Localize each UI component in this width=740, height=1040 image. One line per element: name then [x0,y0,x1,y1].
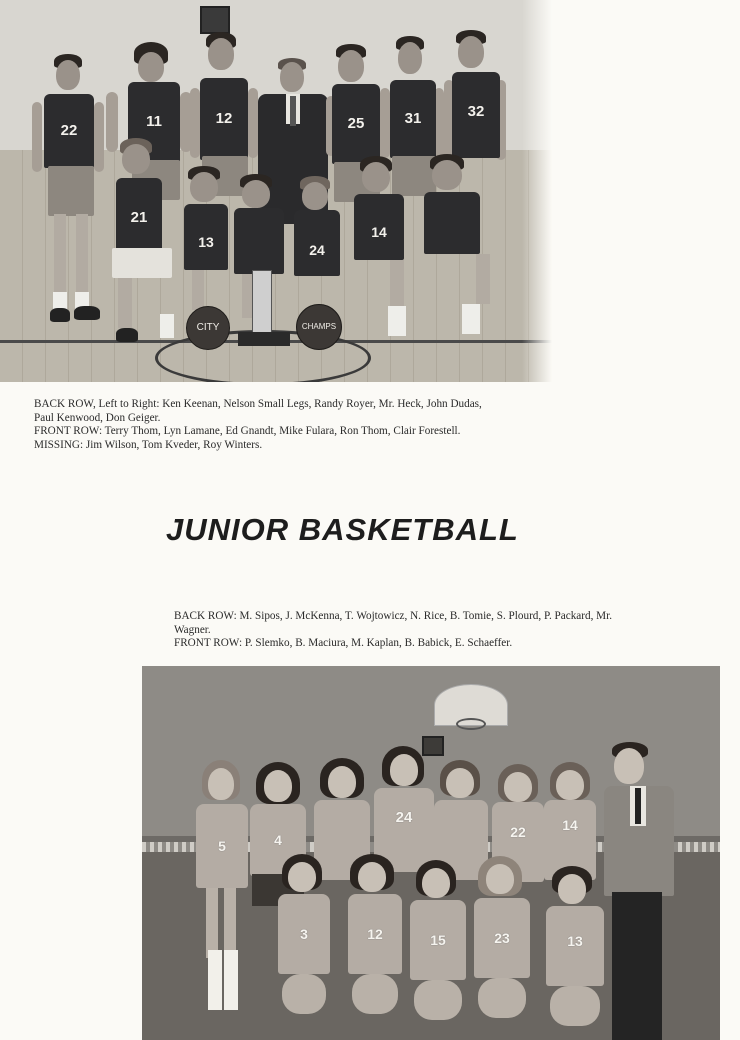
jersey-number: 14 [562,817,578,833]
caption-line: FRONT ROW: Terry Thom, Lyn Lamane, Ed Gnandt, Mike Fulara, Ron Thom, Clair Forestell. [34,425,461,437]
wall-sign [200,6,230,34]
jersey-number: 4 [274,832,282,848]
jersey-number: 23 [494,930,510,946]
jersey-number: 21 [130,209,148,226]
jersey-number: 22 [510,824,526,840]
jersey-number: 5 [218,838,226,854]
jersey-number: 22 [60,122,78,139]
jersey-number: 32 [467,103,485,120]
girls-team-photo [142,666,720,1040]
caption-line: Wagner. [174,623,211,636]
jersey-number: 31 [404,110,422,127]
section-title: JUNIOR BASKETBALL [166,512,519,547]
caption-line: FRONT ROW: P. Slemko, B. Maciura, M. Kaplan, B. Babick, E. Schaeffer. [174,637,513,649]
jersey-number: 24 [309,242,325,258]
ball-champs: CHAMPS [296,304,342,350]
caption-line: MISSING: Jim Wilson, Tom Kveder, Roy Winters. [34,438,263,451]
jersey-number: 24 [395,809,413,826]
basket-rim [456,718,486,730]
jersey-number: 14 [371,224,387,240]
jersey-number: 12 [215,110,233,127]
jersey-number: 15 [430,932,446,948]
jersey-number: 13 [198,234,214,250]
wall-box [422,736,444,756]
ball-city: CITY [186,306,230,350]
trophy-base [238,332,290,346]
caption-line: Paul Kenwood, Don Geiger. [34,411,161,424]
trophy [252,270,272,336]
caption-line: BACK ROW: M. Sipos, J. McKenna, T. Wojtowicz, N. Rice, B. Tomie, S. Plourd, P. Packard, Mr. [174,610,613,622]
caption-line: BACK ROW, Left to Right: Ken Keenan, Nelson Small Legs, Randy Royer, Mr. Heck, John Dudas, [34,398,482,410]
boys-team-photo [0,0,552,382]
jersey-number: 13 [567,933,583,949]
jersey-number: 25 [347,115,365,132]
boys-team-caption [34,398,574,452]
jersey-number: 11 [146,113,162,130]
jersey-number: 12 [367,926,383,942]
jersey-number: 3 [300,926,308,942]
girls-team-caption [174,610,694,651]
